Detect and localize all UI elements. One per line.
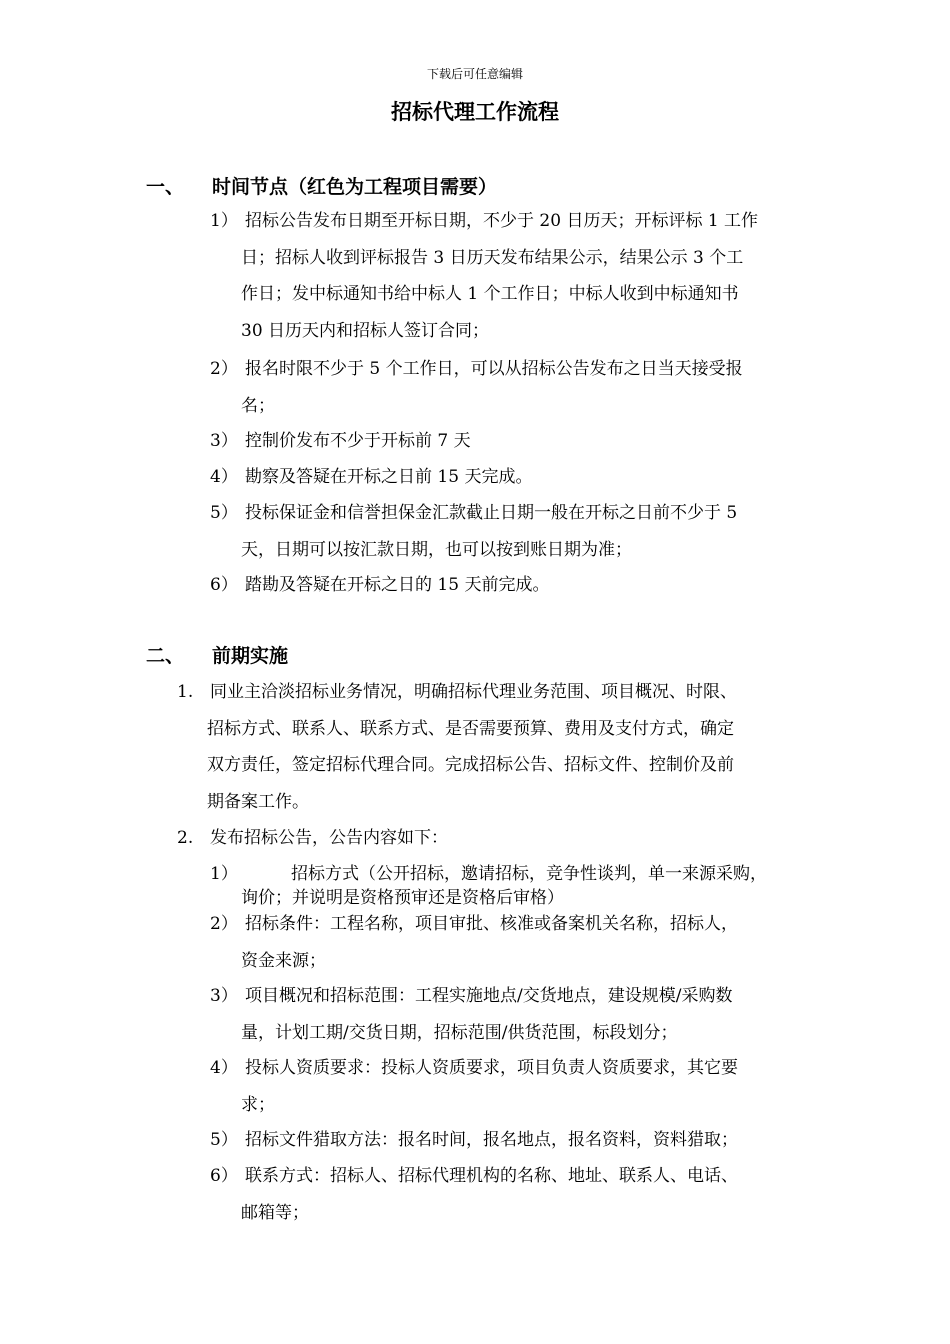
list-item [177,820,448,857]
item-line: 天，日期可以按汇款日期，也可以按到账日期为准； [241,539,632,560]
item-line: 投标人资质要求：投标人资质要求，项目负责人资质要求，其它要 [245,1058,738,1078]
list-marker: 2. [177,828,194,848]
item-line: 发布招标公告，公告内容如下： [210,828,448,848]
item-line: 资金来源； [241,950,326,971]
item-line: 30 日历天内和招标人签订合同； [241,320,490,341]
section-number: 一、 [146,176,185,198]
sub-list-item [210,978,732,1051]
list-marker: 1. [177,682,194,702]
list-marker: 5） [210,503,238,523]
item-line: 招标方式、联系人、联系方式、是否需要预算、费用及支付方式，确定 [207,718,734,739]
list-marker: 6） [210,1166,238,1186]
list-marker: 3） [210,431,238,451]
item-line: 招标公告发布日期至开标日期，不少于 20 日历天；开标评标 1 工作 [245,211,759,231]
section-number: 二、 [146,645,185,667]
section-heading-1 [146,174,497,200]
list-item [210,567,549,604]
section-title: 前期实施 [212,645,289,667]
list-marker: 4） [210,467,238,487]
list-item [210,351,743,424]
section-title: 时间节点（红色为工程项目需要） [212,176,498,198]
item-line: 求； [241,1094,275,1115]
item-line: 邮箱等； [241,1202,309,1223]
list-marker: 1） [210,211,238,231]
sub-list-item [210,1122,738,1159]
item-line: 日；招标人收到评标报告 3 日历天发布结果公示，结果公示 3 个工 [241,247,744,268]
list-item [177,674,737,820]
list-marker: 2） [210,914,238,934]
section-heading-2 [146,643,288,669]
item-line: 期备案工作。 [207,791,309,812]
item-line: 联系方式：招标人、招标代理机构的名称、地址、联系人、电话、 [245,1166,738,1186]
list-item [210,495,737,568]
list-item [210,459,532,496]
item-line: 双方责任，签定招标代理合同。完成招标公告、招标文件、控制价及前 [207,755,734,775]
document-title: 招标代理工作流程 [391,99,559,124]
item-line: 踏勘及答疑在开标之日的 15 天前完成。 [245,575,550,595]
list-item [210,203,758,349]
header-note: 下载后可任意编辑 [426,67,523,81]
list-marker: 6） [210,575,238,595]
item-line: 名； [241,395,275,416]
item-line: 招标条件：工程名称，项目审批、核准或备案机关名称，招标人， [245,914,738,934]
item-line: 报名时限不少于 5 个工作日，可以从招标公告发布之日当天接受报 [245,359,743,379]
item-line: 投标保证金和信誉担保金汇款截止日期一般在开标之日前不少于 5 [245,503,738,523]
list-marker: 2） [210,359,238,379]
item-line: 招标文件猎取方法：报名时间，报名地点，报名资料，资料猎取； [245,1130,738,1150]
item-line: 项目概况和招标范围：工程实施地点/交货地点，建设规模/采购数 [245,986,733,1006]
item-line: 作日；发中标通知书给中标人 1 个工作日；中标人收到中标通知书 [241,284,739,304]
list-marker: 1） [210,864,238,884]
item-line: 控制价发布不少于开标前 7 天 [245,431,471,451]
list-item [210,423,471,460]
item-line: 量，计划工期/交货日期，招标范围/供货范围，标段划分； [241,1022,678,1043]
item-line: 同业主洽淡招标业务情况，明确招标代理业务范围、项目概况、时限、 [210,682,737,702]
list-marker: 3） [210,986,238,1006]
sub-list-item [210,906,738,979]
item-line: 勘察及答疑在开标之日前 15 天完成。 [245,467,533,487]
sub-list-item [210,1050,738,1123]
list-marker: 4） [210,1058,238,1078]
list-marker: 5） [210,1130,238,1150]
item-line: 询价；并说明是资格预审还是资格后审格） [241,888,564,908]
sub-list-item [210,1158,738,1231]
item-line: 招标方式（公开招标，邀请招标，竞争性谈判，单一来源采购， [291,864,767,884]
sub-list-item [210,862,767,910]
